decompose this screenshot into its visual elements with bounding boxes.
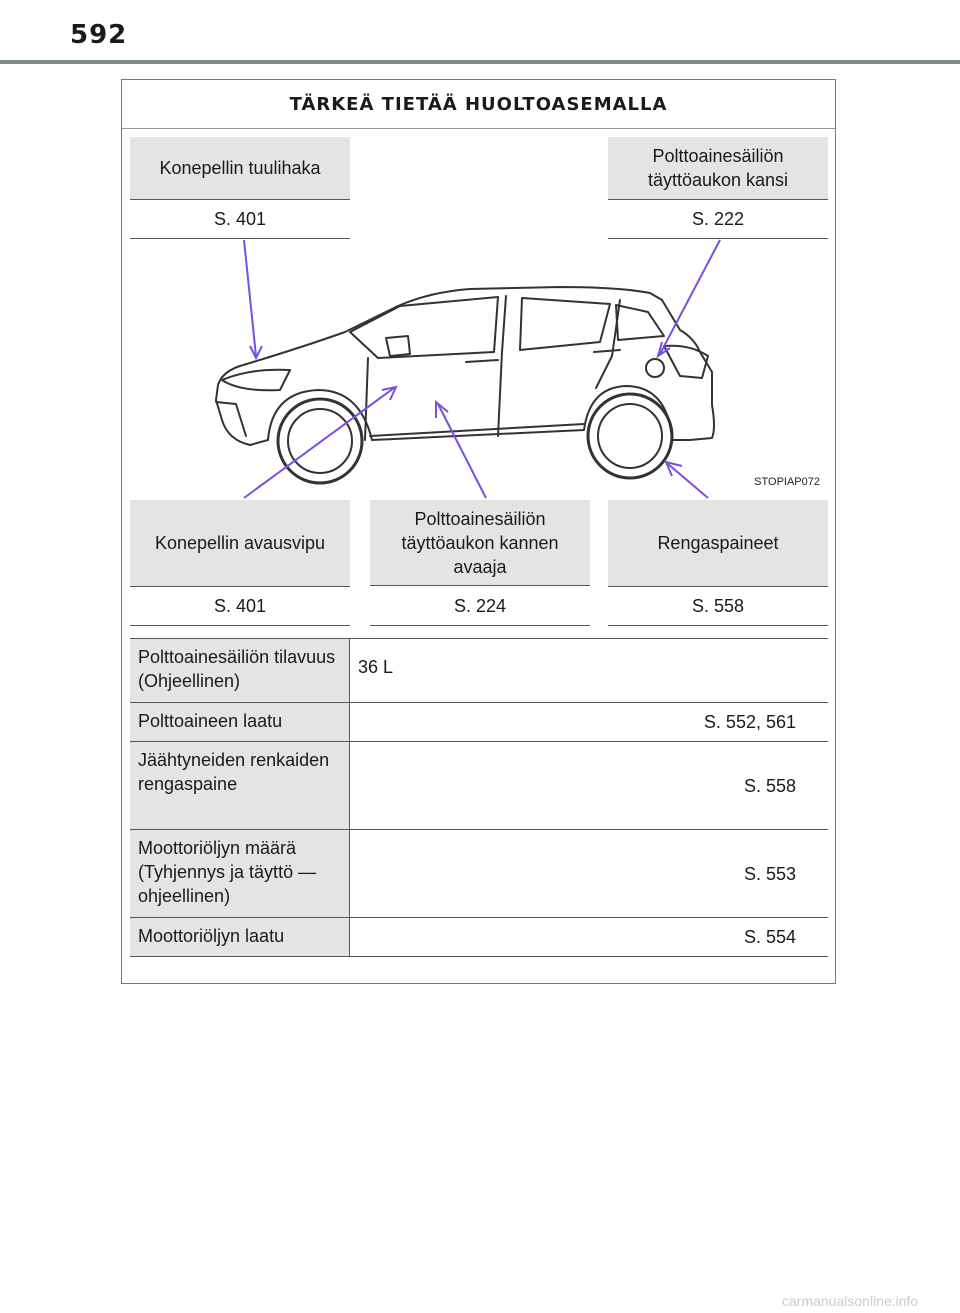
- spec-row-oil-capacity: [130, 830, 828, 918]
- spec-label-oil-type: Moottoriöljyn laatu: [130, 918, 350, 956]
- spec-row-fuel-type: [130, 703, 828, 742]
- callout-tire-pressure: [668, 464, 708, 498]
- figure-id: STOPIAP072: [754, 476, 820, 488]
- spec-row-oil-type: [130, 918, 828, 957]
- spec-value-oil-type: S. 554: [743, 927, 796, 947]
- spec-table: [130, 638, 828, 957]
- car-mirror: [386, 336, 410, 356]
- rear-tire: [588, 394, 672, 478]
- section-title: TÄRKEÄ TIETÄÄ HUOLTOASEMALLA: [122, 80, 835, 129]
- page-ref-tire-pressure: S. 558: [608, 587, 828, 626]
- spec-value-oil-capacity: S. 553: [743, 863, 796, 884]
- page-ref-fuel-door-opener: S. 224: [370, 587, 590, 626]
- front-tire: [278, 399, 362, 483]
- rear-rim: [598, 404, 662, 468]
- spec-label-cold-tire-pressure: Jäähtyneiden renkaiden rengaspaine: [130, 742, 350, 829]
- spec-row-cold-tire-pressure: [130, 742, 828, 830]
- page-ref-fuel-filler-door: S. 222: [608, 200, 828, 239]
- callout-fuel-door-opener: [438, 404, 486, 498]
- label-fuel-door-opener: Polttoainesäiliön täyttöaukon kannen avaaja: [370, 500, 590, 586]
- car-door-line-middle: [498, 296, 506, 436]
- callout-hood-support-rod: [244, 240, 256, 356]
- label-hood-release-lever: Konepellin avausvipu: [130, 500, 350, 587]
- car-headlight: [222, 370, 290, 391]
- spec-label-oil-capacity: Moottoriöljyn määrä (Tyhjennys ja täyttö — ohjeellinen): [130, 830, 350, 917]
- front-rim: [288, 409, 352, 473]
- car-handle-rear: [594, 350, 620, 352]
- spec-value-fuel-capacity: 36 L: [358, 657, 394, 677]
- car-front-bumper: [216, 402, 246, 436]
- page-number: 592: [70, 20, 128, 50]
- page-ref-hood-support-rod: S. 401: [130, 200, 350, 239]
- car-window-quarter: [616, 305, 664, 340]
- car-fuel-door: [646, 359, 664, 377]
- car-handle-front: [466, 360, 498, 362]
- spec-value-cold-tire-pressure: S. 558: [743, 775, 796, 796]
- car-window-rear: [520, 298, 610, 350]
- car-taillight: [664, 346, 708, 378]
- watermark: carmanualsonline.info: [782, 1293, 919, 1309]
- page-ref-hood-release-lever: S. 401: [130, 587, 350, 626]
- car-window-front: [350, 297, 498, 358]
- spec-label-fuel-capacity: Polttoainesäiliön tilavuus (Ohjeellinen): [130, 639, 350, 702]
- label-hood-support-rod: Konepellin tuulihaka: [130, 137, 350, 200]
- label-tire-pressure: Rengaspaineet: [608, 500, 828, 587]
- spec-row-fuel-capacity: [130, 639, 828, 703]
- spec-value-fuel-type: S. 552, 561: [703, 712, 796, 732]
- spec-label-fuel-type: Polttoaineen laatu: [130, 703, 350, 741]
- label-fuel-filler-door: Polttoainesäiliön täyttöaukon kansi: [608, 137, 828, 200]
